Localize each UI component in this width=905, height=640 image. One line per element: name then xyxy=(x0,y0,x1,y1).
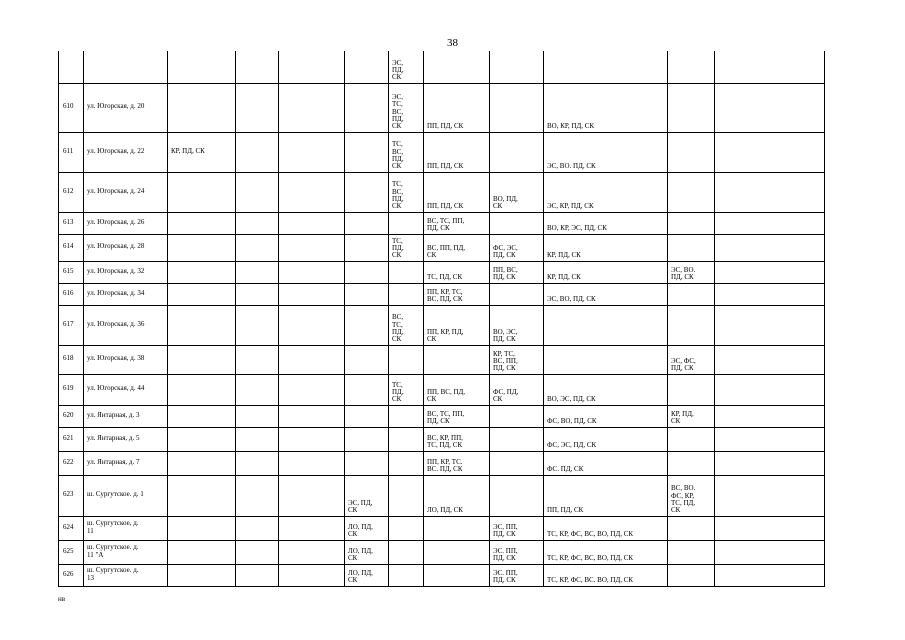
work-type-cell xyxy=(668,516,715,540)
work-type-cell xyxy=(715,83,825,132)
work-type-cell xyxy=(279,405,345,427)
work-type-cell xyxy=(389,261,424,283)
work-type-cell xyxy=(345,283,389,305)
work-type-cell xyxy=(236,475,279,516)
work-type-cell xyxy=(168,51,236,83)
work-type-cell: ВО, КР, ПД, СК xyxy=(544,83,668,132)
table-row xyxy=(59,451,825,475)
work-type-cell xyxy=(168,451,236,475)
work-type-cell xyxy=(424,540,490,564)
work-type-cell xyxy=(345,212,389,234)
work-type-cell xyxy=(345,305,389,345)
table-row xyxy=(59,374,825,405)
work-type-cell xyxy=(544,305,668,345)
buildings-work-table xyxy=(58,51,825,587)
work-type-cell xyxy=(715,427,825,451)
work-type-cell: ЭС. ПП, ПД, СК xyxy=(490,540,544,564)
work-type-cell xyxy=(389,451,424,475)
address-cell: ул. Янтарная, д. 5 xyxy=(84,427,168,451)
address-cell xyxy=(84,51,168,83)
work-type-cell xyxy=(715,172,825,212)
work-type-cell xyxy=(490,132,544,172)
address-cell: ул. Югорская, д. 38 xyxy=(84,345,168,374)
work-type-cell xyxy=(490,51,544,83)
work-type-cell xyxy=(424,51,490,83)
work-type-cell xyxy=(279,212,345,234)
work-type-cell xyxy=(345,51,389,83)
table-row xyxy=(59,427,825,451)
work-type-cell xyxy=(715,540,825,564)
work-type-cell: ТС, КР, ФС, ВС. ВО, ПД, СК xyxy=(544,564,668,586)
work-type-cell xyxy=(715,305,825,345)
work-type-cell xyxy=(389,540,424,564)
table-row xyxy=(59,283,825,305)
work-type-cell xyxy=(168,475,236,516)
address-cell: ул. Югорская, д. 44 xyxy=(84,374,168,405)
work-type-cell xyxy=(544,51,668,83)
work-type-cell: ЭС, ВО. ПД, СК xyxy=(544,132,668,172)
work-type-cell xyxy=(236,261,279,283)
work-type-cell: КР, ТС, ВС, ПП, ПД, СК xyxy=(490,345,544,374)
work-type-cell xyxy=(279,51,345,83)
work-type-cell xyxy=(389,516,424,540)
work-type-cell xyxy=(490,405,544,427)
table-row xyxy=(59,540,825,564)
address-cell: ул. Югорская, д. 22 xyxy=(84,132,168,172)
row-number-cell: 622 xyxy=(59,451,84,475)
row-number-cell: 619 xyxy=(59,374,84,405)
work-type-cell: ЭС, ВО, ПД, СК xyxy=(544,283,668,305)
page-number: 38 xyxy=(447,37,458,49)
work-type-cell xyxy=(490,451,544,475)
work-type-cell xyxy=(345,374,389,405)
work-type-cell xyxy=(168,261,236,283)
work-type-cell xyxy=(424,516,490,540)
work-type-cell xyxy=(668,172,715,212)
work-type-cell xyxy=(490,427,544,451)
work-type-cell xyxy=(715,212,825,234)
table-row xyxy=(59,234,825,261)
work-type-cell xyxy=(490,283,544,305)
work-type-cell: ВС, ВО. ФС, КР, ТС, ПД, СК xyxy=(668,475,715,516)
work-type-cell xyxy=(236,83,279,132)
work-type-cell xyxy=(236,132,279,172)
work-type-cell: ЭС. ПП, ПД, СК xyxy=(490,564,544,586)
work-type-cell xyxy=(236,305,279,345)
work-type-cell xyxy=(279,172,345,212)
work-type-cell xyxy=(345,261,389,283)
work-type-cell: ФС, ВО, ПД, СК xyxy=(544,405,668,427)
work-type-cell: ВО, ЭС, ПД, СК xyxy=(544,374,668,405)
work-type-cell xyxy=(715,132,825,172)
work-type-cell: ЛО, ПД, СК xyxy=(345,516,389,540)
work-type-cell xyxy=(389,475,424,516)
table-row xyxy=(59,172,825,212)
work-type-cell: ПП, КР, ТС. ВС. ПД, СК xyxy=(424,451,490,475)
address-cell: ул. Югорская, д. 34 xyxy=(84,283,168,305)
work-type-cell xyxy=(715,564,825,586)
work-type-cell: ЛО, ПД, СК xyxy=(424,475,490,516)
work-type-cell xyxy=(715,283,825,305)
work-type-cell xyxy=(715,234,825,261)
work-type-cell xyxy=(389,283,424,305)
work-type-cell xyxy=(345,83,389,132)
work-type-cell: ЭС, ПД, СК xyxy=(389,51,424,83)
work-type-cell xyxy=(236,564,279,586)
row-number-cell: 613 xyxy=(59,212,84,234)
work-type-cell: ЛО, ПД, СК xyxy=(345,564,389,586)
work-type-cell xyxy=(490,83,544,132)
row-number-cell: 621 xyxy=(59,427,84,451)
address-cell: ш. Сургутское, д. 11 xyxy=(84,516,168,540)
work-type-cell xyxy=(668,451,715,475)
table-row xyxy=(59,475,825,516)
work-type-cell: КР, ПД, СК xyxy=(668,405,715,427)
table-row xyxy=(59,261,825,283)
footer-note: нв xyxy=(58,595,66,603)
address-cell: ул. Югорская, д. 24 xyxy=(84,172,168,212)
work-type-cell: КР, ПД, СК xyxy=(544,261,668,283)
work-type-cell xyxy=(168,305,236,345)
row-number-cell: 623 xyxy=(59,475,84,516)
work-type-cell xyxy=(668,51,715,83)
work-type-cell xyxy=(668,83,715,132)
address-cell: ш. Сургутское. д. 1 xyxy=(84,475,168,516)
work-type-cell xyxy=(236,540,279,564)
work-type-cell: ПП, ПД, СК xyxy=(424,172,490,212)
table-row xyxy=(59,516,825,540)
work-type-cell xyxy=(389,405,424,427)
row-number-cell: 617 xyxy=(59,305,84,345)
work-type-cell: ВС, ТС, ПП, ПД, СК xyxy=(424,212,490,234)
work-type-cell xyxy=(236,172,279,212)
address-cell: ш. Сургутское. д. 13 xyxy=(84,564,168,586)
work-type-cell xyxy=(168,405,236,427)
work-type-cell: ПП, ПД, СК xyxy=(544,475,668,516)
work-type-cell: ТС, ПД, СК xyxy=(389,374,424,405)
row-number-cell: 620 xyxy=(59,405,84,427)
work-type-cell xyxy=(668,305,715,345)
table-row xyxy=(59,212,825,234)
work-type-cell xyxy=(345,132,389,172)
work-type-cell: ТС, КР, ФС, ВС, ВО, ПД, СК xyxy=(544,516,668,540)
work-type-cell xyxy=(279,374,345,405)
work-type-cell xyxy=(715,261,825,283)
row-number-cell: 625 xyxy=(59,540,84,564)
work-type-cell xyxy=(715,516,825,540)
work-type-cell: ВС, КР, ПП, ТС, ПД, СК xyxy=(424,427,490,451)
work-type-cell: ЭС, ПП, ПД, СК xyxy=(490,516,544,540)
work-type-cell xyxy=(668,283,715,305)
work-type-cell xyxy=(424,564,490,586)
row-number-cell: 615 xyxy=(59,261,84,283)
work-type-cell xyxy=(389,564,424,586)
work-type-cell xyxy=(389,427,424,451)
work-type-cell xyxy=(279,564,345,586)
work-type-cell: ФС. ПД, СК xyxy=(544,451,668,475)
work-type-cell xyxy=(424,345,490,374)
work-type-cell xyxy=(236,51,279,83)
row-number-cell: 616 xyxy=(59,283,84,305)
work-type-cell xyxy=(668,427,715,451)
work-type-cell xyxy=(236,405,279,427)
work-type-cell: ЭС, ВО. ПД, СК xyxy=(668,261,715,283)
address-cell: ш. Сургутское. д. 11 "А xyxy=(84,540,168,564)
work-type-cell: ЭС, ПД, СК xyxy=(345,475,389,516)
table-row xyxy=(59,305,825,345)
work-type-cell xyxy=(544,345,668,374)
work-type-cell xyxy=(236,283,279,305)
work-type-cell xyxy=(279,305,345,345)
work-type-cell: КР, ПД, СК xyxy=(544,234,668,261)
table-row xyxy=(59,405,825,427)
table-row xyxy=(59,564,825,586)
work-type-cell xyxy=(345,451,389,475)
work-type-cell xyxy=(279,451,345,475)
work-type-cell: ПП, КР, ПД, СК xyxy=(424,305,490,345)
work-type-cell xyxy=(279,427,345,451)
row-number-cell xyxy=(59,51,84,83)
work-type-cell xyxy=(345,345,389,374)
work-type-cell: ТС, ПД, СК xyxy=(424,261,490,283)
work-type-cell: ВС, ТС, ПД, СК xyxy=(389,305,424,345)
work-type-cell xyxy=(236,516,279,540)
work-type-cell: ЭС, ТС, ВС, ПД, СК xyxy=(389,83,424,132)
work-type-cell xyxy=(490,212,544,234)
work-type-cell xyxy=(345,234,389,261)
work-type-cell: ЛО, ПД, СК xyxy=(345,540,389,564)
row-number-cell: 612 xyxy=(59,172,84,212)
row-number-cell: 611 xyxy=(59,132,84,172)
row-number-cell: 626 xyxy=(59,564,84,586)
work-type-cell xyxy=(279,234,345,261)
work-type-cell: КР, ПД, СК xyxy=(168,132,236,172)
work-type-cell: ФС, ПД, СК xyxy=(490,374,544,405)
work-type-cell xyxy=(236,374,279,405)
work-type-cell xyxy=(168,516,236,540)
work-type-cell: ПП, КР, ТС, ВС, ПД, СК xyxy=(424,283,490,305)
work-type-cell: ФС, ЭС, ПД, СК xyxy=(544,427,668,451)
work-type-cell: ВО, ЭС, ПД, СК xyxy=(490,305,544,345)
address-cell: ул. Югорская, д. 26 xyxy=(84,212,168,234)
work-type-cell: ПП, ВС, ПД, СК xyxy=(424,374,490,405)
work-type-cell xyxy=(279,283,345,305)
work-type-cell xyxy=(345,172,389,212)
work-type-cell xyxy=(236,427,279,451)
work-type-cell: ТС, КР, ФС, ВС, ВО, ПД, СК xyxy=(544,540,668,564)
work-type-cell xyxy=(345,427,389,451)
work-type-cell xyxy=(168,540,236,564)
work-type-cell xyxy=(168,374,236,405)
work-type-cell xyxy=(279,475,345,516)
work-type-cell: ЭС, ФС, ПД, СК xyxy=(668,345,715,374)
work-type-cell: ТС, ВС, ПД, СК xyxy=(389,132,424,172)
work-type-cell: ВС, ТС, ПП, ПД, СК xyxy=(424,405,490,427)
work-type-cell xyxy=(389,345,424,374)
work-type-cell xyxy=(279,540,345,564)
row-number-cell: 614 xyxy=(59,234,84,261)
work-type-cell xyxy=(715,451,825,475)
work-type-cell xyxy=(668,234,715,261)
work-type-cell xyxy=(236,234,279,261)
work-type-cell xyxy=(715,345,825,374)
table-row xyxy=(59,132,825,172)
work-type-cell xyxy=(236,345,279,374)
work-type-cell: ВО, КР, ЭС, ПД, СК xyxy=(544,212,668,234)
work-type-cell xyxy=(715,51,825,83)
table-row xyxy=(59,83,825,132)
work-type-cell xyxy=(168,172,236,212)
work-type-cell: ПП, ПД, СК xyxy=(424,83,490,132)
table-row xyxy=(59,51,825,83)
work-type-cell xyxy=(168,427,236,451)
work-type-cell xyxy=(389,212,424,234)
work-type-cell xyxy=(279,132,345,172)
address-cell: ул. Югорская, д. 20 xyxy=(84,83,168,132)
work-type-cell xyxy=(279,83,345,132)
work-type-cell xyxy=(345,405,389,427)
table-row xyxy=(59,345,825,374)
work-type-cell: ФС, ЭС, ПД, СК xyxy=(490,234,544,261)
work-type-cell xyxy=(279,261,345,283)
work-type-cell xyxy=(279,516,345,540)
work-type-cell xyxy=(236,212,279,234)
row-number-cell: 618 xyxy=(59,345,84,374)
work-type-cell xyxy=(668,132,715,172)
row-number-cell: 624 xyxy=(59,516,84,540)
work-type-cell xyxy=(668,374,715,405)
work-type-cell xyxy=(715,475,825,516)
work-type-cell xyxy=(490,475,544,516)
work-type-cell: ПП, ПД, СК xyxy=(424,132,490,172)
work-type-cell: ТС, ВС, ПД, СК xyxy=(389,172,424,212)
work-type-cell: ПП, ВС, ПД, СК xyxy=(490,261,544,283)
address-cell: ул. Янтарная, д. 7 xyxy=(84,451,168,475)
work-type-cell xyxy=(168,83,236,132)
work-type-cell xyxy=(168,283,236,305)
work-type-cell: ВС, ПП, ПД, СК xyxy=(424,234,490,261)
work-type-cell: ВО, ПД, СК xyxy=(490,172,544,212)
work-type-cell xyxy=(168,234,236,261)
work-type-cell xyxy=(715,405,825,427)
address-cell: ул. Югорская, д. 28 xyxy=(84,234,168,261)
work-type-cell xyxy=(168,564,236,586)
work-type-cell xyxy=(168,212,236,234)
address-cell: ул. Янтарная, д. 3 xyxy=(84,405,168,427)
work-type-cell xyxy=(236,451,279,475)
work-type-cell: ЭС, КР, ПД, СК xyxy=(544,172,668,212)
work-type-cell xyxy=(668,564,715,586)
row-number-cell: 610 xyxy=(59,83,84,132)
work-type-cell xyxy=(168,345,236,374)
work-type-cell: ТС, ПД, СК xyxy=(389,234,424,261)
work-type-cell xyxy=(668,540,715,564)
work-type-cell xyxy=(279,345,345,374)
address-cell: ул. Югорская, д. 36 xyxy=(84,305,168,345)
work-type-cell xyxy=(715,374,825,405)
address-cell: ул. Югорская, д. 32 xyxy=(84,261,168,283)
work-type-cell xyxy=(668,212,715,234)
